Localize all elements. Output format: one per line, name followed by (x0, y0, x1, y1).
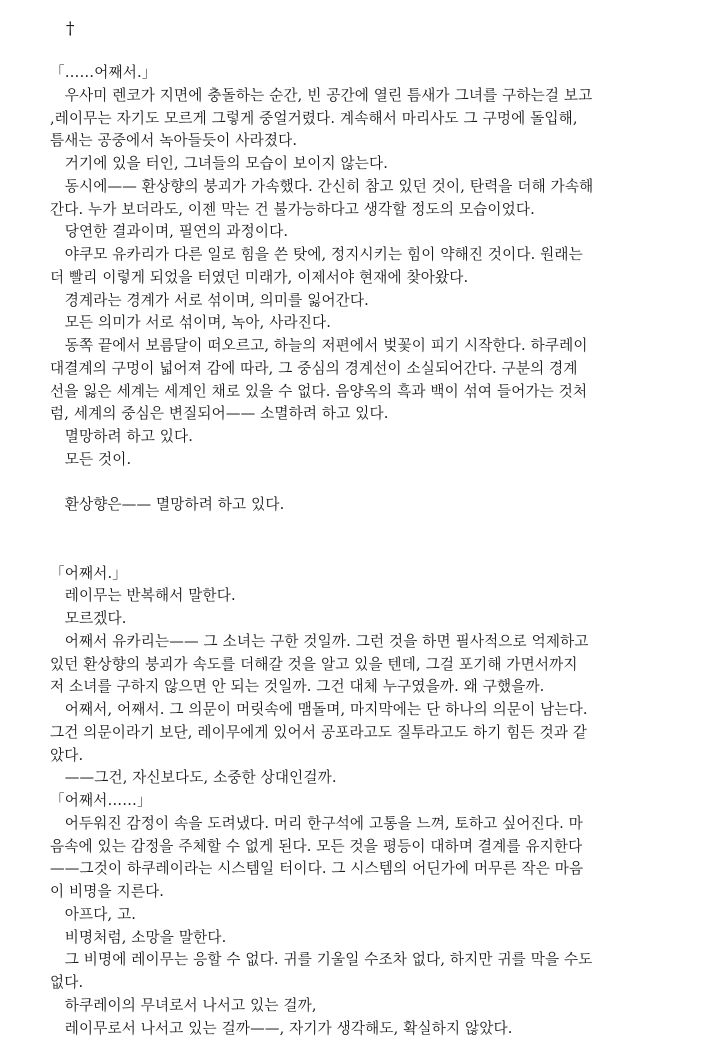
text-line: 아프다, 고. (50, 905, 137, 923)
text-line: 저 소녀를 구하지 않으면 안 되는 것일까. 그건 대체 누구였을까. 왜 구했을까. (50, 678, 545, 696)
text-line: 았다. (50, 746, 84, 764)
dagger-mark: † (66, 19, 75, 39)
text-line: 「어째서……」 (50, 792, 152, 809)
blank-line (50, 472, 672, 495)
text-line: ,레이무는 자기도 모르게 그렇게 중얼거렸다. 계속해서 마리사도 그 구멍에 돌입해, (50, 109, 578, 127)
text-line: 동쪽 끝에서 보름달이 떠오르고, 하늘의 저편에서 벚꽃이 피기 시작한다. 하쿠레이 (50, 337, 588, 354)
text-line: 선을 잃은 세계는 세계인 채로 있을 수 없다. 음양옥의 흑과 백이 섞여 들어가는 것처 (50, 382, 588, 400)
text-line: 있던 환상향의 붕괴가 속도를 더해갈 것을 알고 있을 텐데, 그걸 포기해 가면서까지 (50, 655, 578, 673)
text-line: 더 빨리 이렇게 되었을 터였던 미래가, 이제서야 현재에 찾아왔다. (50, 268, 469, 286)
blank-line (50, 517, 672, 540)
text-line: 야쿠모 유카리가 다른 일로 힘을 쓴 탓에, 정지시키는 힘이 약해진 것이다. 원래는 (50, 246, 583, 263)
body-text (50, 62, 672, 1040)
text-line: ——그건, 자신보다도, 소중한 상대인걸까. (50, 769, 337, 787)
text-line: 모르겠다. (50, 610, 127, 627)
text-line: ——그것이 하쿠레이라는 시스템일 터이다. 그 시스템의 어딘가에 머무른 작은 마음 (50, 860, 584, 878)
text-line: 대결계의 구멍이 넓어져 감에 따라, 그 중심의 경계선이 소실되어간다. 구분의 경계 (50, 359, 578, 377)
text-line: 그 비명에 레이무는 응할 수 없다. 귀를 기울일 수조차 없다, 하지만 귀를 막을 수도 (50, 951, 593, 969)
text-line: 없다. (50, 974, 84, 991)
text-line: 럼, 세계의 중심은 변질되어—— 소멸하려 하고 있다. (50, 405, 389, 423)
text-line: 어두워진 감정이 속을 도려냈다. 머리 한구석에 고통을 느껴, 토하고 싶어진다. 마 (50, 814, 583, 832)
text-line: 우사미 렌코가 지면에 충돌하는 순간, 빈 공간에 열린 틈새가 그녀를 구하는걸 보고 (50, 86, 593, 104)
text-line: 그건 의문이라기 보단, 레이무에게 있어서 공포라고도 질투라고도 하기 힘든 것과 같 (50, 723, 588, 741)
text-line: 비명처럼, 소망을 말한다. (50, 928, 227, 946)
text-line: 하쿠레이의 무녀로서 나서고 있는 걸까, (50, 996, 317, 1014)
text-line: 레이무로서 나서고 있는 걸까——, 자기가 생각해도, 확실하지 않았다. (50, 1019, 513, 1037)
blank-line (50, 540, 672, 563)
text-line: 당연한 결과이며, 필연의 과정이다. (50, 223, 289, 241)
text-line: 이 비명을 지른다. (50, 883, 165, 900)
text-line: 틈새는 공중에서 녹아들듯이 사라졌다. (50, 132, 298, 150)
text-line: 「……어째서.」 (50, 64, 157, 81)
text-line: 멸망하려 하고 있다. (50, 428, 194, 445)
text-line: 모든 것이. (50, 450, 132, 468)
text-line: 레이무는 반복해서 말한다. (50, 587, 236, 605)
text-line: 거기에 있을 터인, 그녀들의 모습이 보이지 않는다. (50, 155, 389, 172)
text-line: 간다. 누가 보더라도, 이젠 막는 건 불가능하다고 생각할 정도의 모습이었다. (50, 200, 535, 218)
text-line: 어째서 유카리는—— 그 소녀는 구한 것일까. 그런 것을 하면 필사적으로 억제하고 (50, 632, 589, 650)
text-line: 모든 의미가 서로 섞이며, 녹아, 사라진다. (50, 314, 332, 332)
text-line: 경계라는 경계가 서로 섞이며, 의미를 잃어간다. (50, 291, 369, 309)
text-line: 동시에—— 환상향의 붕괴가 가속했다. 간신히 참고 있던 것이, 탄력을 더해 가속해 (50, 177, 594, 195)
text-line: 「어째서.」 (50, 564, 128, 582)
text-line: 음속에 있는 감정을 주체할 수 없게 된다. 모든 것을 평등이 대하며 결계를 유지한다 (50, 837, 583, 855)
text-line: 환상향은—— 멸망하려 하고 있다. (50, 496, 285, 514)
text-line: 어째서, 어째서. 그 의문이 머릿속에 맴돌며, 마지막에는 단 하나의 의문이 남는다. (50, 701, 588, 718)
